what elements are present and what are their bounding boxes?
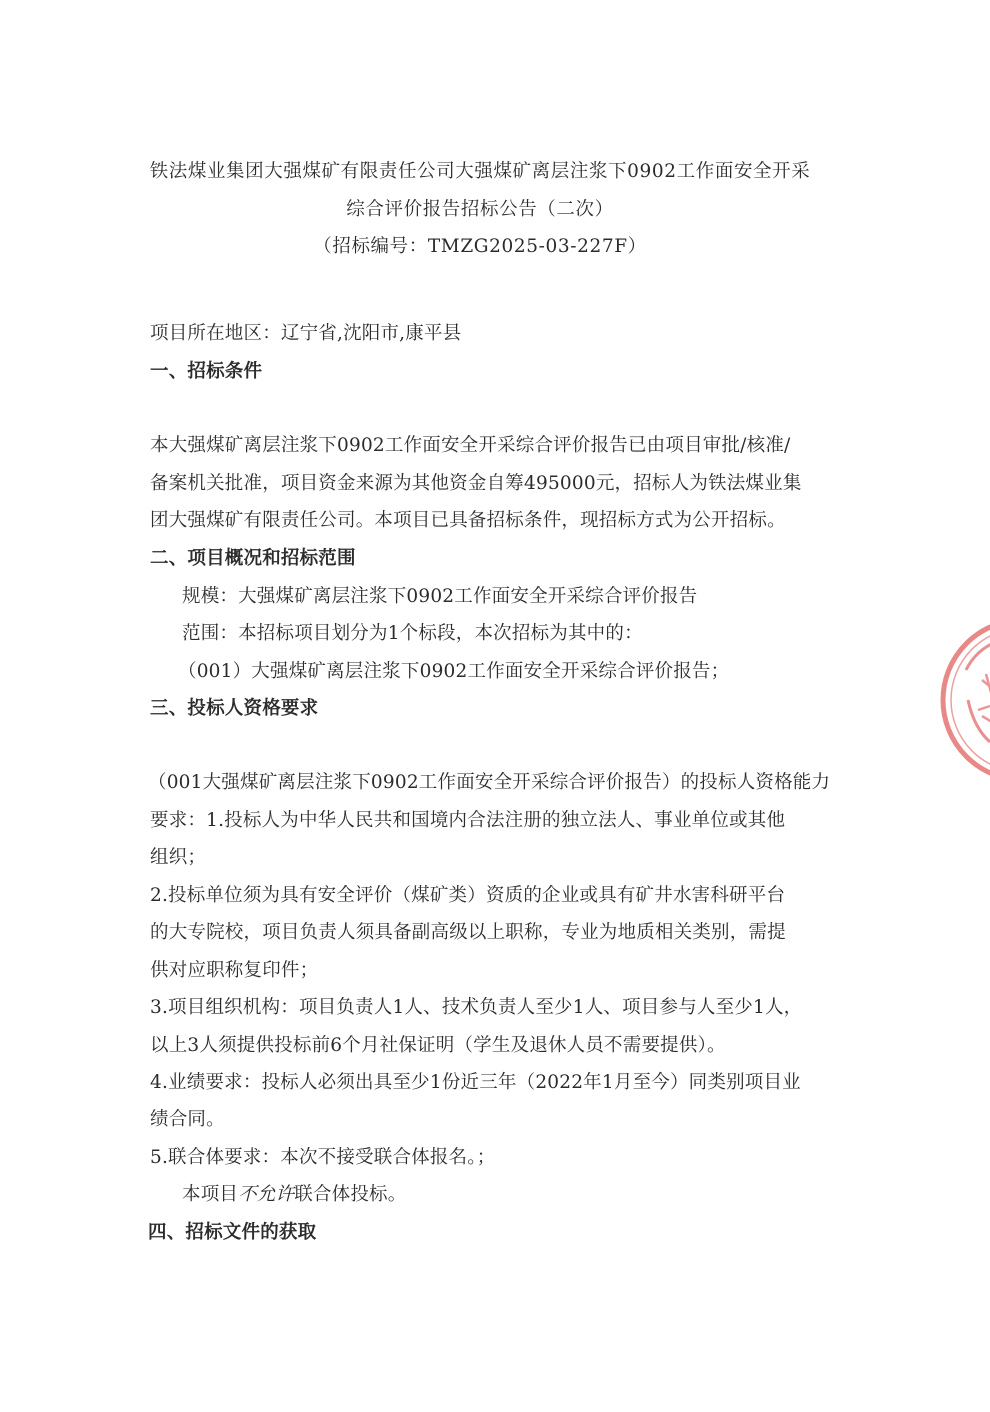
section-3-line-10: 绩合同。 — [150, 1109, 225, 1130]
line-12-suffix: 联合体投标。 — [294, 1184, 407, 1205]
line-12-prefix: 本项目 — [182, 1184, 239, 1205]
section-2-lot: （001）大强煤矿离层注浆下0902工作面安全开采综合评价报告； — [178, 661, 730, 682]
section-3-line-9: 4.业绩要求：投标人必须出具至少1份近三年（2022年1月至今）同类别项目业 — [150, 1072, 801, 1093]
section-2-heading: 二、项目概况和招标范围 — [150, 548, 356, 569]
section-3-line-6: 供对应职称复印件； — [150, 960, 319, 981]
doc-title-line-2: 综合评价报告招标公告（二次） — [346, 199, 614, 220]
section-2-scope: 范围：本招标项目划分为1个标段，本次招标为其中的： — [182, 623, 643, 644]
section-4-heading: 四、招标文件的获取 — [148, 1222, 317, 1243]
line-12-emphasis: 不允许 — [238, 1184, 295, 1205]
section-3-line-3: 组织； — [150, 847, 207, 868]
section-3-line-4: 2.投标单位须为具有安全评价（煤矿类）资质的企业或具有矿井水害科研平台 — [150, 885, 786, 906]
section-3-line-1: （001大强煤矿离层注浆下0902工作面安全开采综合评价报告）的投标人资格能力 — [148, 772, 831, 793]
section-2-scale: 规模：大强煤矿离层注浆下0902工作面安全开采综合评价报告 — [182, 586, 698, 607]
section-3-line-5: 的大专院校，项目负责人须具备副高级以上职称，专业为地质相关类别，需提 — [150, 922, 786, 943]
seal-stamp — [938, 610, 990, 810]
doc-title-line-3: （招标编号：TMZG2025-03-227F） — [313, 236, 647, 257]
section-3-line-12 — [182, 1183, 406, 1207]
section-1-heading: 一、招标条件 — [150, 361, 263, 382]
section-3-line-2: 要求：1.投标人为中华人民共和国境内合法注册的独立法人、事业单位或其他 — [150, 810, 786, 831]
project-location: 项目所在地区：辽宁省,沈阳市,康平县 — [150, 323, 462, 344]
section-1-line-2: 备案机关批准，项目资金来源为其他资金自筹495000元，招标人为铁法煤业集 — [150, 473, 802, 494]
doc-title-line-1: 铁法煤业集团大强煤矿有限责任公司大强煤矿离层注浆下0902工作面安全开采 — [149, 161, 811, 182]
section-3-line-8: 以上3人须提供投标前6个月社保证明（学生及退休人员不需要提供）。 — [150, 1035, 726, 1056]
section-3-line-7: 3.项目组织机构：项目负责人1人、技术负责人至少1人、项目参与人至少1人， — [150, 997, 803, 1018]
section-3-line-11: 5.联合体要求：本次不接受联合体报名。； — [150, 1147, 496, 1168]
section-1-line-1: 本大强煤矿离层注浆下0902工作面安全开采综合评价报告已由项目审批/核准/ — [150, 435, 791, 456]
section-3-heading: 三、投标人资格要求 — [150, 698, 319, 719]
section-1-line-3: 团大强煤矿有限责任公司。本项目已具备招标条件，现招标方式为公开招标。 — [150, 510, 786, 531]
